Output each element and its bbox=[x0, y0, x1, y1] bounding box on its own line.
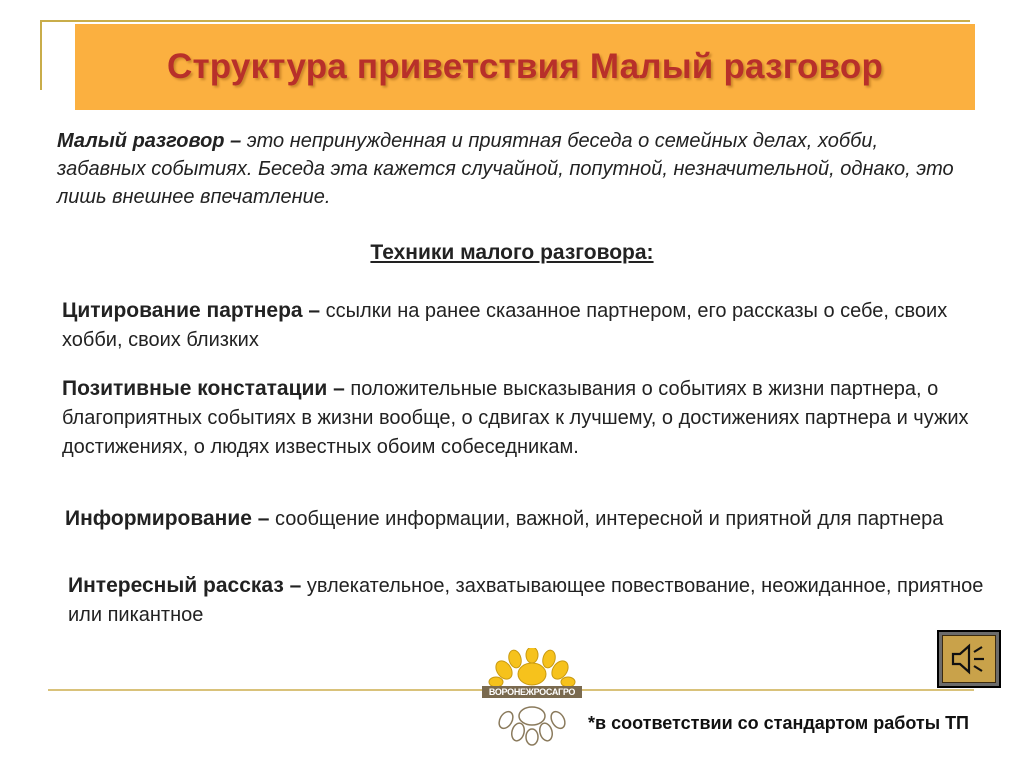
title-frame-horizontal bbox=[40, 20, 970, 22]
technique-term: Позитивные констатации – bbox=[62, 377, 345, 400]
technique-term: Цитирование партнера – bbox=[62, 299, 321, 322]
technique-item bbox=[65, 504, 985, 534]
techniques-heading: Техники малого разговора: bbox=[370, 241, 654, 264]
slide-title: Структура приветствия Малый разговор bbox=[166, 47, 884, 86]
audio-button[interactable] bbox=[937, 630, 1001, 688]
intro-paragraph bbox=[57, 127, 967, 211]
technique-term: Интересный рассказ – bbox=[68, 574, 302, 597]
technique-text: положительные высказывания о событиях в жизни партнера, о благоприятных событиях в жизни вообще, о сдвигах к лучшему, о достижениях партнера и чужих достижениях, о людях известных обоим собеседникам. bbox=[62, 378, 969, 458]
footer-note: *в соответствии со стандартом работы ТП bbox=[588, 713, 969, 733]
title-frame-vertical bbox=[40, 20, 42, 90]
technique-term: Информирование – bbox=[65, 507, 270, 530]
technique-item bbox=[68, 571, 988, 630]
technique-item bbox=[62, 374, 982, 462]
technique-text: увлекательное, захватывающее повествование, неожиданное, приятное или пикантное bbox=[68, 575, 984, 626]
technique-text: сообщение информации, важной, интересной и приятной для партнера bbox=[269, 508, 944, 530]
intro-term: Малый разговор bbox=[57, 130, 225, 152]
speaker-icon bbox=[942, 635, 996, 683]
sun-logo-icon bbox=[482, 648, 582, 748]
intro-text: это непринужденная и приятная беседа о семейных делах, хобби, забавных событиях. Беседа эта кажется случайной, попутной, незначительной, однако, это лишь внешнее впечатление. bbox=[57, 130, 954, 208]
technique-text: ссылки на ранее сказанное партнером, его рассказы о себе, своих хобби, своих близких bbox=[62, 300, 948, 351]
title-bar bbox=[75, 24, 975, 110]
logo-wordmark: ВОРОНЕЖРОСАГРО bbox=[482, 686, 582, 698]
technique-item bbox=[62, 296, 982, 355]
intro-dash: – bbox=[224, 130, 247, 152]
